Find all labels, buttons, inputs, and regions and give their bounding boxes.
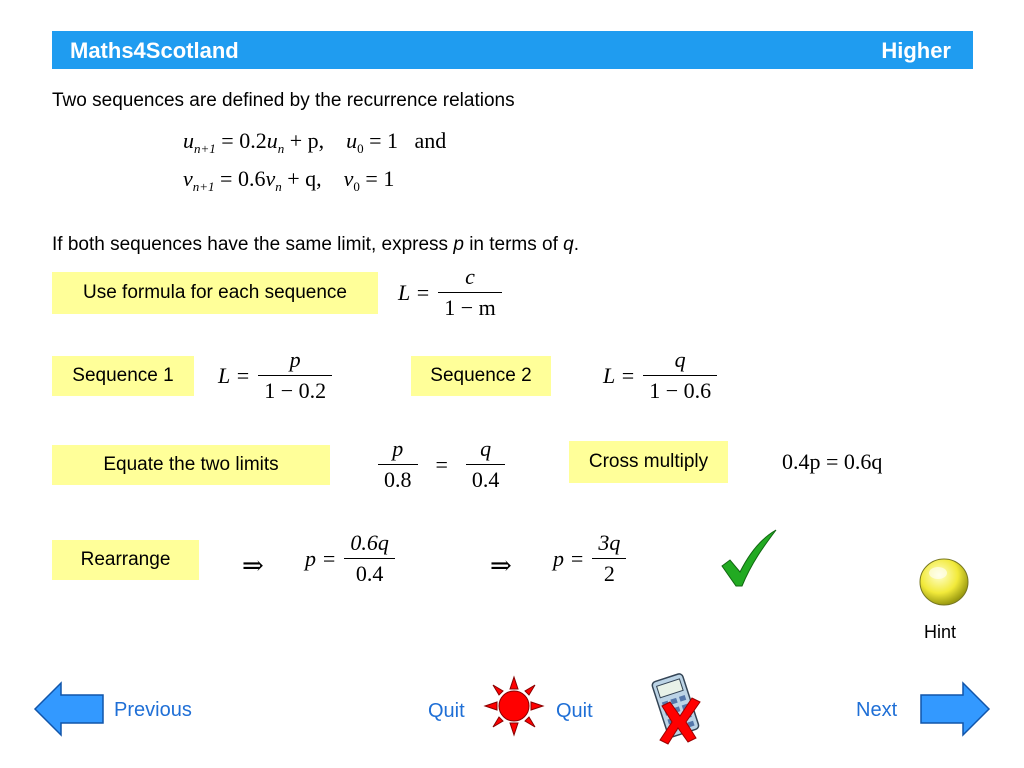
recurrence-v: $v_{n+1} = 0.6v_n + q$, $v_0 = 1$ <box>183 166 395 194</box>
quit-link-right[interactable]: Quit <box>556 700 593 722</box>
question-prompt: If both sequences have the same limit, express p in terms of q. <box>52 234 580 255</box>
checkmark-icon <box>718 528 778 590</box>
previous-arrow-icon[interactable] <box>33 681 105 737</box>
rearranged-expression-1: p = $\frac{0.6q}{0.4}$ <box>305 530 395 587</box>
question-intro: Two sequences are defined by the recurrence relations <box>52 90 515 111</box>
next-arrow-icon[interactable] <box>919 681 991 737</box>
sequence-2-limit: L = $\frac{q}{1 - 0.6}$ <box>603 347 717 404</box>
hint-bulb-icon[interactable] <box>918 556 970 608</box>
implies-symbol-1: ⇒ <box>242 551 264 580</box>
sequence-1-limit: L = $\frac{p}{1 - 0.2}$ <box>218 347 332 404</box>
rearranged-expression-2: p = $\frac{3q}{2}$ <box>553 530 626 587</box>
and-word: and <box>414 128 447 153</box>
cross-multiply-button[interactable]: Cross multiply <box>569 441 728 483</box>
level-label: Higher <box>881 38 951 63</box>
brand-title: Maths4Scotland <box>70 38 239 63</box>
sequence-2-button[interactable]: Sequence 2 <box>411 356 551 396</box>
formula-step-button[interactable]: Use formula for each sequence <box>52 272 378 314</box>
formula-expression: L = $\frac{c}{1 - m}$ <box>398 264 502 321</box>
rearrange-button[interactable]: Rearrange <box>52 540 199 580</box>
no-calculator-icon <box>648 668 706 746</box>
previous-link[interactable]: Previous <box>114 699 192 721</box>
equated-limits: $\frac{p}{0.8}$ = $\frac{q}{0.4}$ <box>378 436 505 493</box>
title-bar <box>52 31 973 69</box>
recurrence-u: $u_{n+1} = 0.2u_n + p$, $u_0 = 1$ and <box>183 128 447 156</box>
next-link[interactable]: Next <box>856 699 898 721</box>
implies-symbol-2: ⇒ <box>490 551 512 580</box>
sun-quit-icon[interactable] <box>483 675 545 737</box>
sequence-1-button[interactable]: Sequence 1 <box>52 356 194 396</box>
cross-multiply-result: 0.4p = 0.6q <box>782 449 883 474</box>
equate-limits-button[interactable]: Equate the two limits <box>52 445 330 485</box>
hint-label[interactable]: Hint <box>924 622 957 642</box>
quit-link-left[interactable]: Quit <box>428 700 465 722</box>
